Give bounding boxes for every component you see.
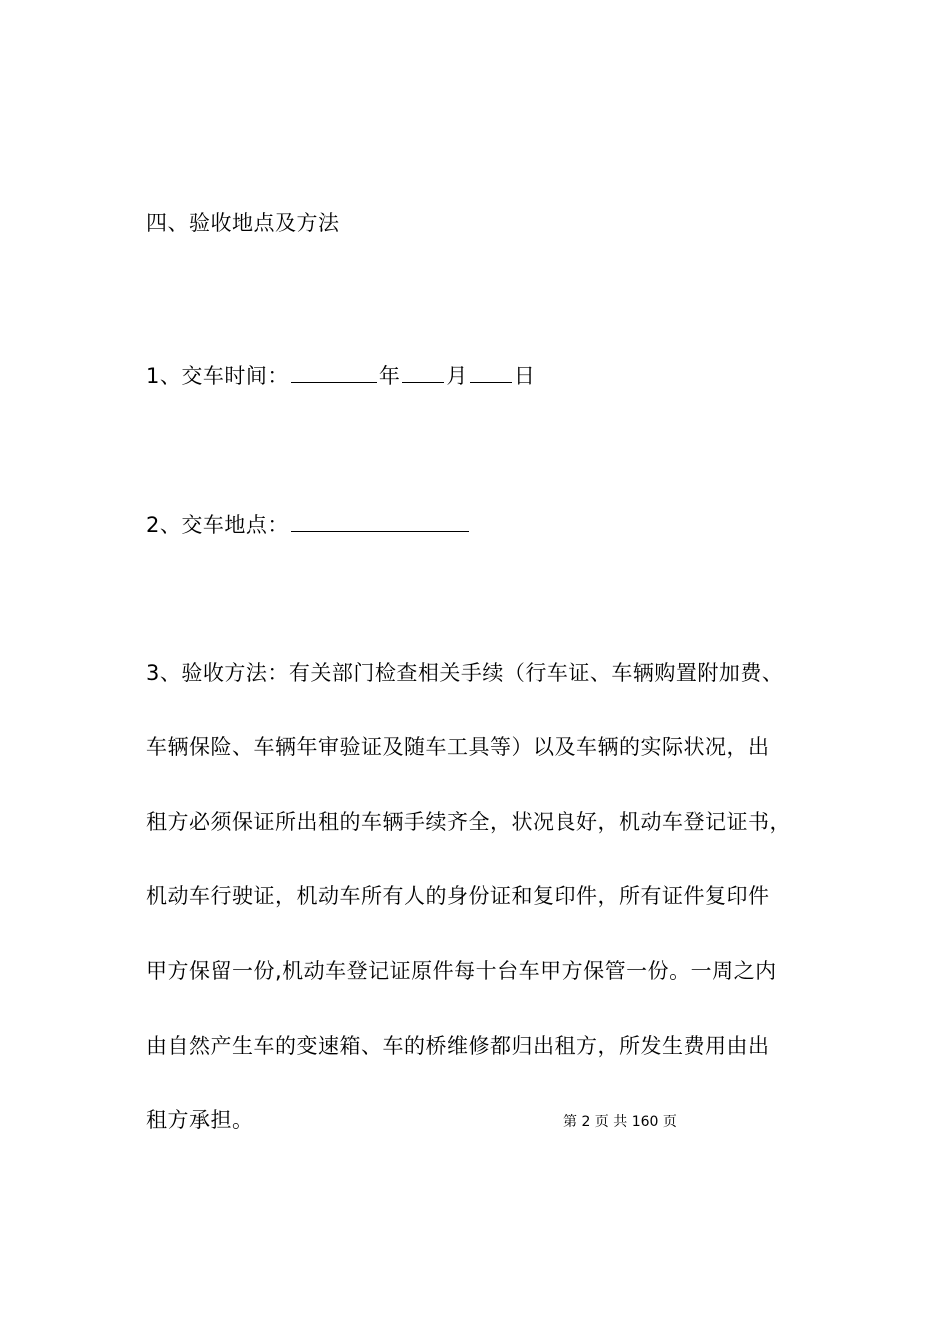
paragraph-line: 机动车行驶证，机动车所有人的身份证和复印件，所有证件复印件 [146, 884, 770, 908]
day-blank[interactable] [470, 360, 512, 383]
day-label: 日 [513, 364, 536, 388]
paragraph-line: 由自然产生车的变速箱、车的桥维修都归出租方，所发生费用由出 [146, 1034, 770, 1058]
delivery-place-label: 2、交车地点： [146, 513, 289, 537]
paragraph-line: 3、验收方法：有关部门检查相关手续（行车证、车辆购置附加费、 [146, 661, 784, 685]
paragraph-line: 车辆保险、车辆年审验证及随车工具等）以及车辆的实际状况，出 [146, 735, 770, 759]
paragraph-line: 租方必须保证所出租的车辆手续齐全，状况良好，机动车登记证书， [146, 810, 791, 834]
delivery-time-line [146, 360, 535, 390]
paragraph-line: 甲方保留一份,机动车登记证原件每十台车甲方保管一份。一周之内 [146, 959, 777, 983]
month-blank[interactable] [402, 360, 444, 383]
delivery-time-label: 1、交车时间： [146, 364, 289, 388]
section-heading: 四、验收地点及方法 [146, 211, 340, 235]
page-number-footer: 第 2 页 共 160 页 [563, 1114, 677, 1130]
year-blank[interactable] [291, 360, 377, 383]
place-blank[interactable] [291, 509, 469, 532]
year-label: 年 [378, 364, 401, 388]
paragraph-line: 租方承担。 [146, 1108, 254, 1132]
month-label: 月 [446, 364, 468, 388]
delivery-place-line [146, 509, 469, 539]
